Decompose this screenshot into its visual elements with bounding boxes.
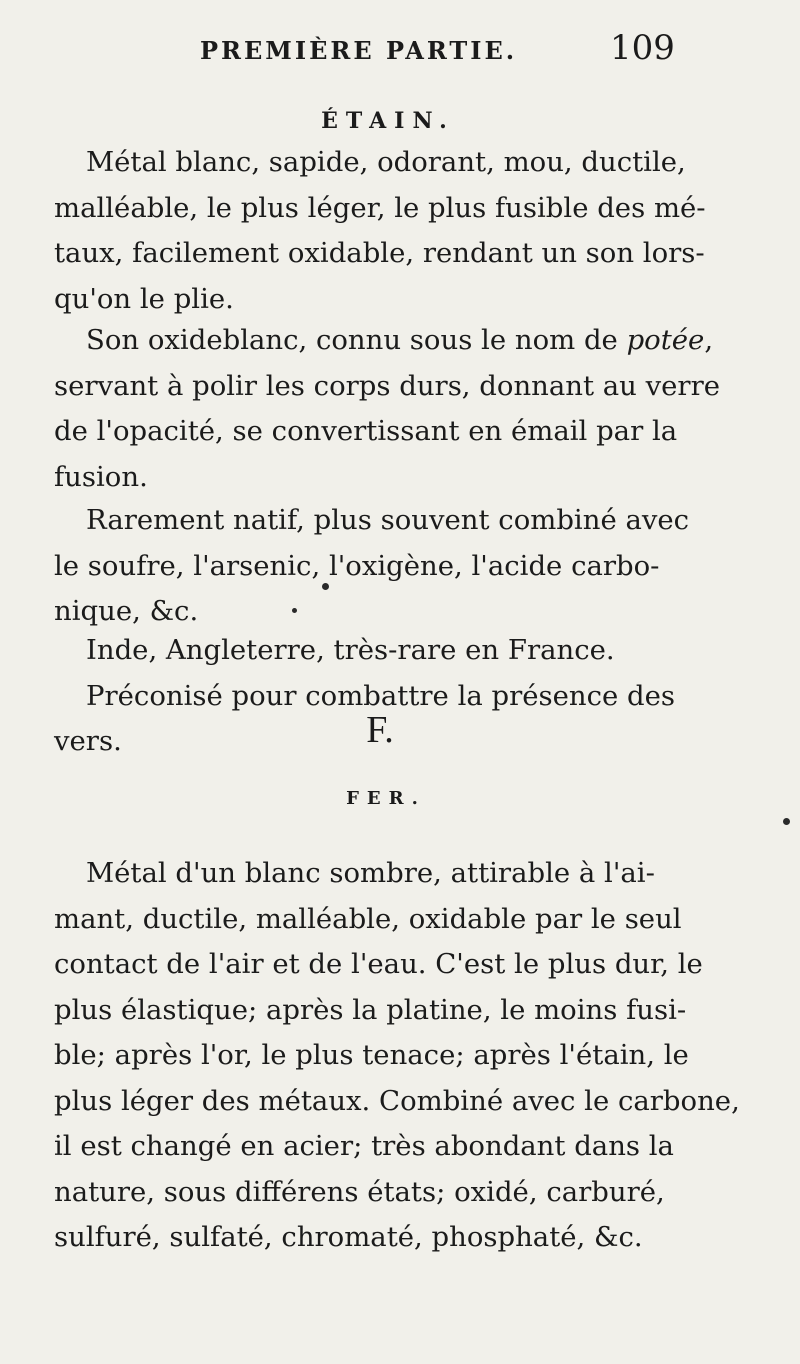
- text-line: Inde, Angleterre, très-rare en France.: [86, 634, 615, 666]
- text-line: Rarement natif, plus souvent combiné avec: [86, 504, 690, 536]
- page-number: 109: [610, 28, 675, 68]
- text-line: [54, 318, 754, 364]
- text-line: plus léger des métaux. Combiné avec le carbone,: [54, 1084, 740, 1117]
- running-head: [200, 28, 700, 78]
- text-line: Préconisé pour combattre la présence des: [86, 679, 676, 712]
- text-line: vers.: [54, 725, 122, 757]
- text-line: fusion.: [54, 460, 148, 493]
- ink-speck: [322, 583, 329, 590]
- letter-heading: F.: [366, 709, 394, 751]
- etain-paragraph-3: [54, 498, 754, 635]
- text-line: nature, sous différens états; oxidé, carburé,: [54, 1175, 665, 1208]
- text-line: mant, ductile, malléable, oxidable par le seul: [54, 902, 682, 935]
- ink-speck: [783, 818, 790, 825]
- text-line: sulfuré, sulfaté, chromaté, phosphaté, &c.: [54, 1221, 643, 1253]
- text-line: de l'opacité, se convertissant en émail par la: [54, 415, 678, 447]
- running-title: PREMIÈRE PARTIE.: [200, 36, 518, 65]
- text-line: taux, facilement oxidable, rendant un son lors-: [54, 237, 705, 269]
- text-line: Métal blanc, sapide, odorant, mou, ductile,: [86, 146, 686, 178]
- fer-paragraph: [54, 851, 754, 1261]
- ink-speck: [292, 608, 297, 613]
- text-line: malléable, le plus léger, le plus fusible des mé-: [54, 191, 706, 224]
- text-line: contact de l'air et de l'eau. C'est le plus dur, le: [54, 948, 703, 980]
- section-title-etain: ÉTAIN.: [321, 108, 455, 134]
- punctuation: ,: [704, 324, 714, 356]
- text-line: servant à polir les corps durs, donnant au verre: [54, 369, 720, 402]
- emphasis-term: potée: [626, 324, 705, 356]
- text-fragment: Son oxideblanc, connu sous le nom de: [86, 324, 627, 356]
- text-line: Métal d'un blanc sombre, attirable à l'ai-: [86, 857, 655, 889]
- etain-paragraph-1: [54, 140, 754, 322]
- text-line: qu'on le plie.: [54, 282, 234, 315]
- etain-paragraph-2: [54, 318, 754, 500]
- section-title-fer: FER.: [346, 788, 426, 809]
- text-line: il est changé en acier; très abondant dans la: [54, 1130, 674, 1162]
- text-line: nique, &c.: [54, 595, 199, 627]
- text-line: ble; après l'or, le plus tenace; après l'étain, le: [54, 1039, 689, 1071]
- text-line: le soufre, l'arsenic, l'oxigène, l'acide carbo-: [54, 549, 660, 582]
- text-line: plus élastique; après la platine, le moins fusi-: [54, 993, 687, 1026]
